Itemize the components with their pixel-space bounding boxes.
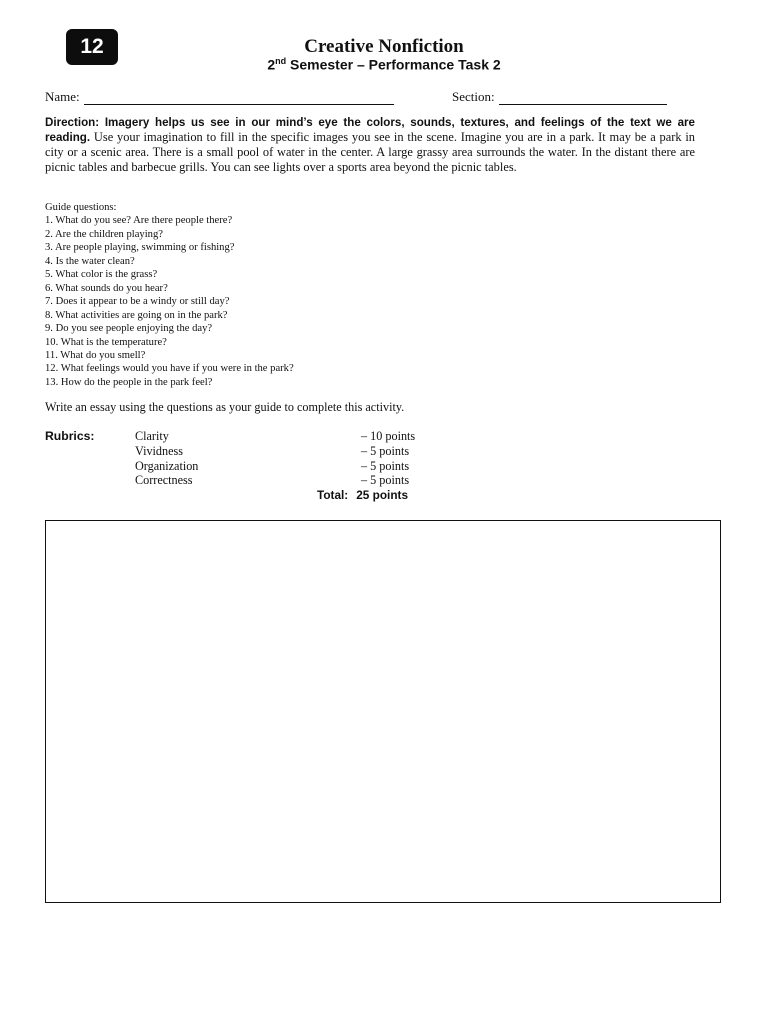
name-field [45,89,394,105]
guide-questions [45,201,294,389]
name-input-line[interactable] [84,91,394,105]
direction-paragraph [45,115,695,175]
rubric-points: – 10 points [361,429,416,443]
rubric-points: – 5 points [361,444,410,458]
list-item: 12. What feelings would you have if you were in the park? [45,363,294,375]
subtitle-suffix: nd [275,56,287,66]
rubrics-label: Rubrics: [45,429,95,443]
essay-instruction: Write an essay using the questions as your guide to complete this activity. [45,400,405,414]
page-title: Creative Nonfiction [304,36,464,57]
list-item: 4. Is the water clean? [45,255,135,267]
name-label: Name: [45,89,80,104]
grade-number: 12 [80,35,104,58]
total-value: 25 points [356,488,409,502]
list-item: 11. What do you smell? [45,349,146,361]
list-item: 3. Are people playing, swimming or fishing? [45,242,235,254]
rubric-criterion: Correctness [135,473,193,487]
guide-heading: Guide questions: [45,202,117,213]
rubric-points: – 5 points [361,473,410,487]
subtitle-rest: Semester – Performance Task 2 [286,56,501,73]
total-label: Total: [317,488,349,502]
section-label: Section: [452,89,495,104]
list-item: 6. What sounds do you hear? [45,282,168,294]
rubric-criterion: Organization [135,459,199,473]
list-item: 7. Does it appear to be a windy or still day? [45,296,230,308]
list-item: 9. Do you see people enjoying the day? [45,323,213,335]
list-item: 1. What do you see? Are there people there? [45,215,233,227]
section-field [452,89,667,105]
rubric-criterion: Clarity [135,429,169,443]
page-subtitle [0,56,768,73]
direction-bold-text: : Imagery helps us see in our mind’s eye the colors, sounds, textures, and feelings of the text we are reading. [45,116,695,144]
guide-question-list [45,214,294,389]
direction-body: Use your imagination to fill in the specific images you see in the scene. Imagine you are in a park. It may be a park in city or a scenic area. There is a small pool of water in the center. A large grassy area surrounds the water. In the distant there are picnic tables and barbecue grills. You can see lights over a sports area beyond the picnic tables. [45,130,695,174]
essay-answer-box[interactable] [45,520,721,903]
rubric-total [317,488,408,502]
direction-label: Direction [45,116,96,129]
list-item: 2. Are the children playing? [45,228,163,240]
list-item: 5. What color is the grass? [45,269,158,281]
section-input-line[interactable] [499,91,667,105]
list-item: 13. How do the people in the park feel? [45,376,213,388]
list-item: 10. What is the temperature? [45,336,167,348]
rubric-points: – 5 points [361,459,410,473]
rubric-criterion: Vividness [135,444,184,458]
list-item: 8. What activities are going on in the park? [45,309,228,321]
subtitle-ordinal: 2 [267,56,276,73]
